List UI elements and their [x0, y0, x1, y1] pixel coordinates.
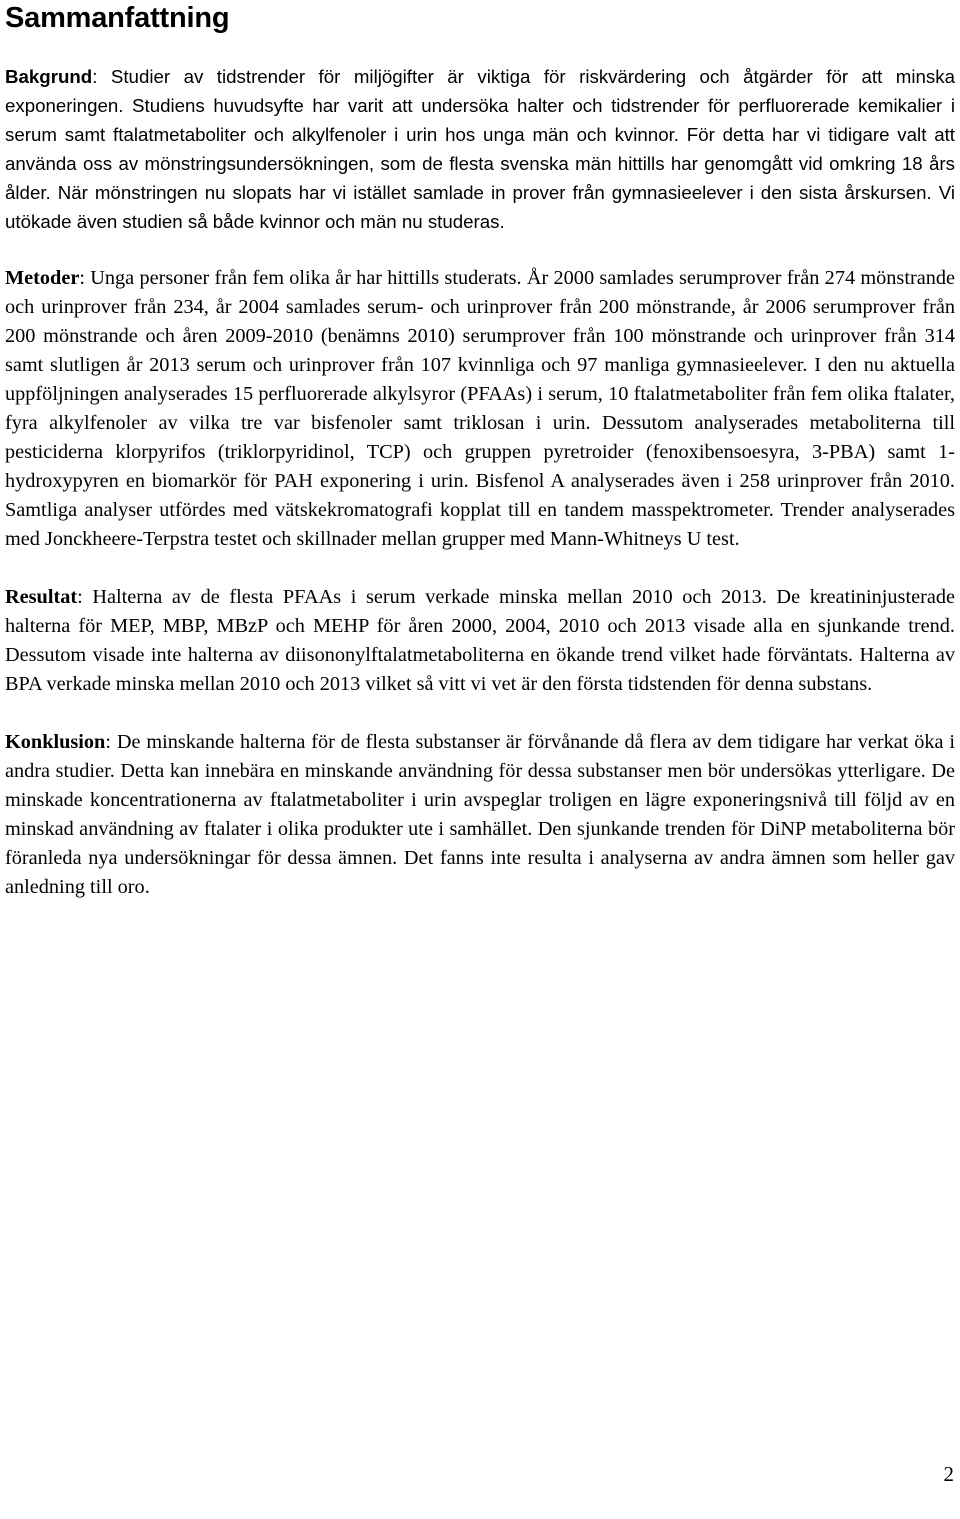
section-label-bakgrund: Bakgrund	[5, 66, 93, 87]
section-label-konklusion: Konklusion	[5, 731, 106, 753]
section-resultat: Resultat: Halterna av de flesta PFAAs i serum verkade minska mellan 2010 och 2013. De kreatininjusterade halterna för MEP, MBP, MBzP och MEHP för åren 2000, 2004, 2010 och 2013 visade alla en sjunkande trend. Dessutom visade inte halterna av diisononylftalatmetaboliterna en ökande trend vilket hade förväntats. Halterna av BPA verkade minska mellan 2010 och 2013 vilket så vitt vi vet är den första tidstenden för denna substans.	[5, 586, 955, 695]
section-konklusion: Konklusion: De minskande halterna för de flesta substanser är förvånande då flera av dem tidigare har verkat öka i andra studier. Detta kan innebära en minskande användning för dessa substanser men bör undersökas ytterligare. De minskade koncentrationerna av ftalatmetaboliter i urin avspeglar troligen en lägre exponeringsnivå till följd av en minskad användning av ftalater i olika produkter ute i samhället. Den sjunkande trenden för DiNP metaboliterna bör föranleda nya undersökningar för dessa ämnen. Det fanns inte resulta i analyserna av andra ämnen som heller gav anledning till oro.	[5, 731, 955, 898]
section-label-metoder: Metoder	[5, 267, 80, 289]
section-text-metoder: Unga personer från fem olika år har hittills studerats. År 2000 samlades serumprover från 274 mönstrande och urinprover från 234, år 2004 samlades serum- och urinprover från 200 mönstrande, år 2006 serumprover från 200 mönstrande och åren 2009-2010 (benämns 2010) serumprover från 100 mönstrande och urinprover från 314 samt slutligen år 2013 serum och urinprover från 107 kvinnliga och 97 manliga gymnasieelever. I den nu aktuella uppföljningen analyserades 15 perfluorerade alkylsyror (PFAAs) i serum, 10 ftalatmetaboliter från fem olika ftalater, fyra alkylfenoler av vilka tre var bisfenoler samt triklosan i urin. Dessutom analyserades metaboliterna till pesticiderna klorpyrifos (triklorpyridinol, TCP) och gruppen pyretroider (fenoxibensoesyra, 3-PBA) samt 1-hydroxypyren en biomarkör för PAH exponering i urin. Bisfenol A analyserades även i 258 urinprover från 2010. Samtliga analyser utfördes med vätskekromatografi kopplat till en tandem masspektrometer. Trender analyserades med Jonckheere-Terpstra testet och skillnader mellan grupper med Mann-Whitneys U test.	[5, 267, 955, 550]
section-bakgrund: Bakgrund: Studier av tidstrender för miljögifter är viktiga för riskvärdering och åtgärder för att minska exponeringen. Studiens huvudsyfte har varit att undersöka halter och tidstrender för perfluorerade kemikalier i serum samt ftalatmetaboliter och alkylfenoler i urin hos unga män och kvinnor. För detta har vi tidigare valt att använda oss av mönstringsundersökningen, som de flesta svenska män hittills har genomgått vid omkring 18 års ålder. När mönstringen nu slopats har vi istället samlade in prover från gymnasieelever i den sista årskursen. Vi utökade även studien så både kvinnor och män nu studeras.	[5, 66, 955, 232]
page-title: Sammanfattning	[5, 2, 230, 34]
page-number: 2	[943, 1462, 954, 1486]
section-text-bakgrund: Studier av tidstrender för miljögifter är viktiga för riskvärdering och åtgärder för att minska exponeringen. Studiens huvudsyfte har varit att undersöka halter och tidstrender för perfluorerade kemikalier i serum samt ftalatmetaboliter och alkylfenoler i urin hos unga män och kvinnor. För detta har vi tidigare valt att använda oss av mönstringsundersökningen, som de flesta svenska män hittills har genomgått vid omkring 18 års ålder. När mönstringen nu slopats har vi istället samlade in prover från gymnasieelever i den sista årskursen. Vi utökade även studien så både kvinnor och män nu studeras.	[5, 66, 955, 232]
section-text-konklusion: De minskande halterna för de flesta substanser är förvånande då flera av dem tidigare har verkat öka i andra studier. Detta kan innebära en minskande användning för dessa substanser men bör undersökas ytterligare. De minskade koncentrationerna av ftalatmetaboliter i urin avspeglar troligen en lägre exponeringsnivå till följd av en minskad användning av ftalater i olika produkter ute i samhället. Den sjunkande trenden för DiNP metaboliterna bör föranleda nya undersökningar för dessa ämnen. Det fanns inte resulta i analyserna av andra ämnen som heller gav anledning till oro.	[5, 731, 955, 898]
section-label-resultat: Resultat	[5, 586, 78, 608]
section-text-resultat: Halterna av de flesta PFAAs i serum verkade minska mellan 2010 och 2013. De kreatininjusterade halterna för MEP, MBP, MBzP och MEHP för åren 2000, 2004, 2010 och 2013 visade alla en sjunkande trend. Dessutom visade inte halterna av diisononylftalatmetaboliterna en ökande trend vilket hade förväntats. Halterna av BPA verkade minska mellan 2010 och 2013 vilket så vitt vi vet är den första tidstenden för denna substans.	[5, 586, 955, 695]
section-metoder: Metoder: Unga personer från fem olika år har hittills studerats. År 2000 samlades serumprover från 274 mönstrande och urinprover från 234, år 2004 samlades serum- och urinprover från 200 mönstrande, år 2006 serumprover från 200 mönstrande och åren 2009-2010 (benämns 2010) serumprover från 100 mönstrande och urinprover från 314 samt slutligen år 2013 serum och urinprover från 107 kvinnliga och 97 manliga gymnasieelever. I den nu aktuella uppföljningen analyserades 15 perfluorerade alkylsyror (PFAAs) i serum, 10 ftalatmetaboliter från fem olika ftalater, fyra alkylfenoler av vilka tre var bisfenoler samt triklosan i urin. Dessutom analyserades metaboliterna till pesticiderna klorpyrifos (triklorpyridinol, TCP) och gruppen pyretroider (fenoxibensoesyra, 3-PBA) samt 1-hydroxypyren en biomarkör för PAH exponering i urin. Bisfenol A analyserades även i 258 urinprover från 2010. Samtliga analyser utfördes med vätskekromatografi kopplat till en tandem masspektrometer. Trender analyserades med Jonckheere-Terpstra testet och skillnader mellan grupper med Mann-Whitneys U test.	[5, 267, 955, 550]
document-page	[5, 0, 955, 902]
